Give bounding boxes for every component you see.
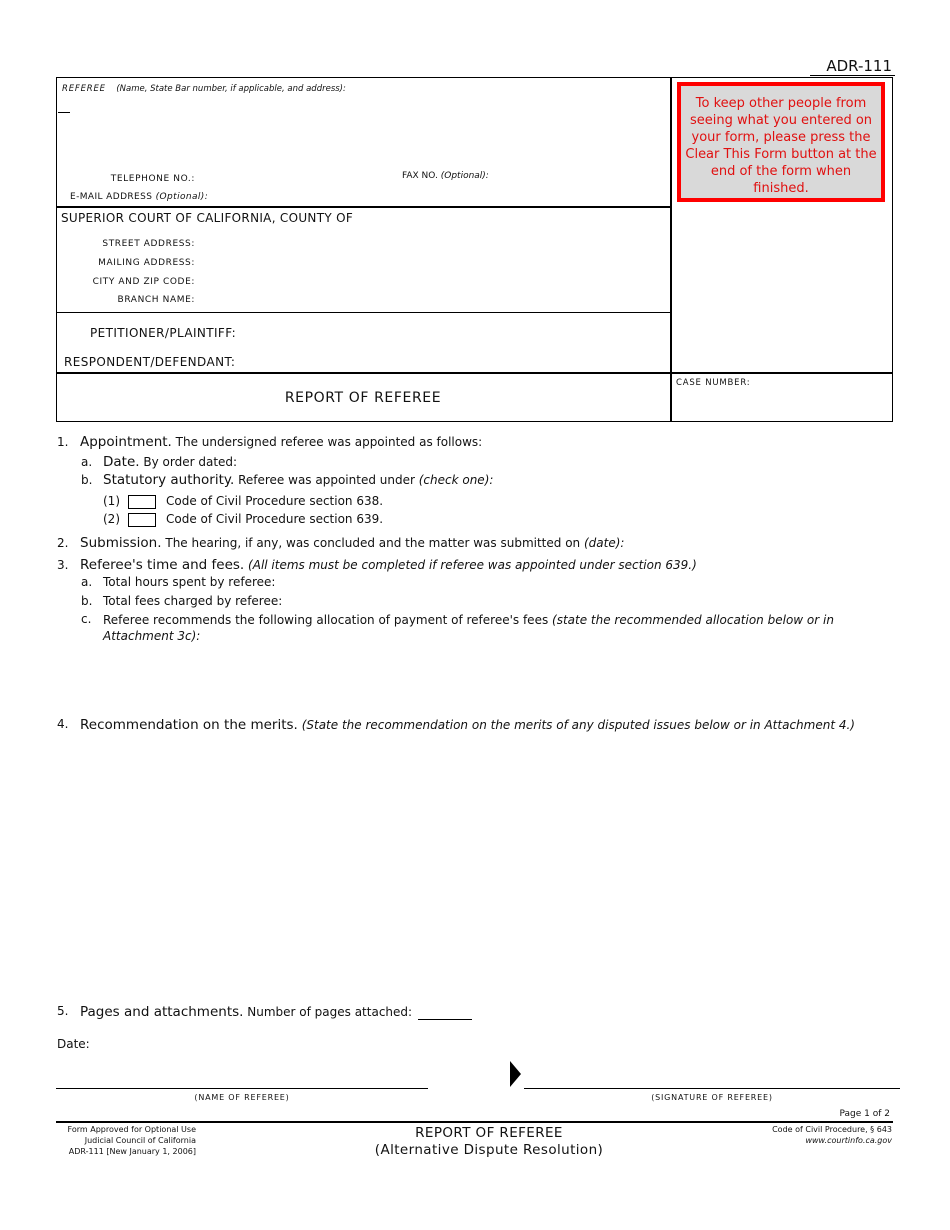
item-2-num: 2. bbox=[57, 536, 69, 550]
referee-input[interactable] bbox=[58, 96, 663, 166]
item-3b-letter: b. bbox=[81, 594, 93, 608]
name-label: (NAME OF REFEREE) bbox=[194, 1093, 290, 1102]
court-title: SUPERIOR COURT OF CALIFORNIA, COUNTY OF bbox=[61, 211, 354, 225]
footer-right-line1: Code of Civil Procedure, § 643 bbox=[772, 1125, 892, 1134]
item-3b-text: Total fees charged by referee: bbox=[103, 594, 283, 608]
item-5-text: Pages and attachments. Number of pages attached: bbox=[80, 1004, 413, 1020]
telephone-label: TELEPHONE NO.: bbox=[110, 174, 195, 184]
page-number: Page 1 of 2 bbox=[839, 1109, 890, 1119]
item-3a-letter: a. bbox=[81, 575, 93, 589]
item-3c-letter: c. bbox=[81, 612, 92, 626]
item-3c-text: Referee recommends the following allocation of payment of referee's fees (state the recommended allocation below or in Attachment 3c): bbox=[103, 613, 834, 643]
petitioner-label: PETITIONER/PLAINTIFF: bbox=[90, 326, 237, 340]
referee-label: REFEREE (Name, State Bar number, if applicable, and address): bbox=[62, 84, 346, 94]
case-number-input[interactable] bbox=[676, 392, 888, 418]
courtinfo-link[interactable]: www.courtinfo.ca.gov bbox=[805, 1136, 892, 1145]
checkbox-638[interactable] bbox=[128, 495, 156, 509]
footer-title bbox=[300, 1125, 678, 1159]
footer-left-line1: Form Approved for Optional Use bbox=[67, 1125, 196, 1134]
footer-left-line3: ADR-111 [New January 1, 2006] bbox=[68, 1147, 196, 1156]
signature-input[interactable] bbox=[524, 1060, 900, 1089]
item-2-text: Submission. The hearing, if any, was concluded and the matter was submitted on (date): bbox=[80, 535, 625, 551]
footer-left bbox=[56, 1124, 196, 1157]
mailing-label: MAILING ADDRESS: bbox=[98, 258, 195, 268]
name-input[interactable] bbox=[56, 1060, 428, 1089]
street-label: STREET ADDRESS: bbox=[102, 239, 195, 249]
form-title: REPORT OF REFEREE bbox=[284, 390, 442, 406]
item-1b-text: Statutory authority. Referee was appointed under (check one): bbox=[103, 472, 494, 488]
pages-attached-input[interactable] bbox=[418, 1003, 472, 1020]
item-5-num: 5. bbox=[57, 1004, 69, 1018]
footer-title-line: REPORT OF REFEREE bbox=[415, 1125, 563, 1141]
item-3-num: 3. bbox=[57, 558, 69, 572]
option-639: (2) Code of Civil Procedure section 639. bbox=[103, 512, 384, 526]
case-number-label: CASE NUMBER: bbox=[676, 378, 751, 388]
respondent-label: RESPONDENT/DEFENDANT: bbox=[64, 355, 236, 369]
item-4-text: Recommendation on the merits. (State the recommendation on the merits of any disputed issues below or in Attachment 4.) bbox=[80, 717, 855, 733]
fee-allocation-input[interactable] bbox=[103, 646, 883, 706]
date-label: Date: bbox=[57, 1037, 90, 1051]
signature-arrow-icon bbox=[510, 1061, 522, 1091]
item-3-text: Referee's time and fees. (All items must be completed if referee was appointed under section 639.) bbox=[80, 557, 697, 573]
footer-right bbox=[692, 1124, 892, 1146]
privacy-notice: To keep other people from seeing what you entered on your form, please press the Clear This Form button at the end of the form when finished. bbox=[677, 82, 885, 202]
checkbox-639[interactable] bbox=[128, 513, 156, 527]
form-id: ADR-111 bbox=[826, 57, 892, 75]
footer-left-line2: Judicial Council of California bbox=[84, 1136, 196, 1145]
item-1a-letter: a. bbox=[81, 455, 93, 469]
email-label: E-MAIL ADDRESS (Optional): bbox=[70, 192, 209, 202]
city-label: CITY AND ZIP CODE: bbox=[92, 277, 195, 287]
item-4-num: 4. bbox=[57, 717, 69, 731]
item-1b-letter: b. bbox=[81, 473, 93, 487]
branch-label: BRANCH NAME: bbox=[117, 295, 195, 305]
item-1a-text: Date. By order dated: bbox=[103, 454, 238, 470]
option-638: (1) Code of Civil Procedure section 638. bbox=[103, 494, 384, 508]
fax-label: FAX NO. (Optional): bbox=[402, 171, 489, 181]
item-1-text: Appointment. The undersigned referee was appointed as follows: bbox=[80, 434, 483, 450]
signature-label: (SIGNATURE OF REFEREE) bbox=[651, 1093, 773, 1102]
item-1: 1. bbox=[57, 435, 69, 449]
footer-subtitle-line: (Alternative Dispute Resolution) bbox=[374, 1142, 604, 1158]
item-3a-text: Total hours spent by referee: bbox=[103, 575, 276, 589]
recommendation-input[interactable] bbox=[80, 740, 880, 990]
